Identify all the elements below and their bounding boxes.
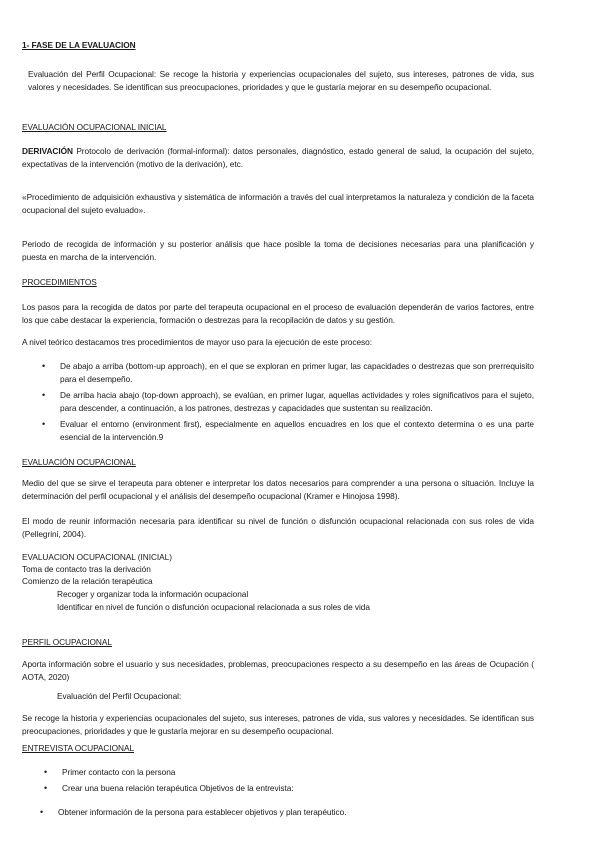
- list-item-text: De arriba hacia abajo (top-down approach), se evalúan, en primer lugar, aquellas actividades y roles significativos para el sujeto, para descender, a continuación, a los patrones, destrezas y capacidades que sustentan su realización.: [60, 390, 534, 414]
- list-item-text: Crear una buena relación terapéutica Objetivos de la entrevista:: [62, 783, 294, 793]
- bullet-icon: •: [42, 419, 46, 429]
- bullet-icon: •: [42, 361, 46, 371]
- pasos-paragraph: Los pasos para la recogida de datos por parte del terapeuta ocupacional en el proceso de evaluación dependerán de varios factores, entre los que cabe destacar la experiencia, formación o destrezas para la recopilación de datos y su gestión.: [22, 302, 534, 326]
- list-item-text: De abajo a arriba (bottom-up approach), en el que se exploran en primer lugar, las capacidades o destrezas que son prerrequisito para el desempeño.: [60, 361, 534, 385]
- periodo-paragraph: Periodo de recogida de información y su posterior análisis que hace posible la toma de decisiones necesarias para una planificación y puesta en marcha de la intervención.: [22, 239, 534, 263]
- section-title: 1- FASE DE LA EVALUACION: [22, 40, 136, 50]
- bullet-icon: •: [42, 390, 46, 400]
- derivacion-paragraph: [22, 145, 534, 172]
- intro-paragraph: Evaluación del Perfil Ocupacional: Se recoge la historia y experiencias ocupacionales del sujeto, sus intereses, patrones de vida, sus valores y necesidades. Se identifican sus preocupaciones, prioridades y que le gustaría mejorar en su desempeño ocupacional.: [28, 69, 534, 93]
- aporta-paragraph: Aporta información sobre el usuario y sus necesidades, problemas, preocupaciones respecto a su desempeño en las áreas de Ocupación ( AOTA, 2020): [22, 659, 534, 683]
- list-item-text: Obtener información de la persona para establecer objetivos y plan terapéutico.: [58, 807, 347, 817]
- bullet-icon: •: [44, 783, 48, 793]
- modo-paragraph: El modo de reunir información necesaria para identificar su nivel de función o disfunción ocupacional relacionada con sus roles de vida (Pellegrini, 2004).: [22, 516, 534, 540]
- list-item-text: Evaluar el entorno (environment first), especialmente en aquellos encuadres en los que el contexto determina o es una parte esencial de la intervención.9: [60, 419, 534, 443]
- inicial-title: EVALUACION OCUPACIONAL (INICIAL): [22, 552, 172, 562]
- list-item-text: Primer contacto con la persona: [62, 767, 176, 777]
- list-item: [40, 806, 534, 819]
- list-item: [42, 360, 534, 387]
- list-item: [42, 389, 534, 416]
- heading-entrevista-ocupacional: ENTREVISTA OCUPACIONAL: [22, 743, 135, 753]
- inicial-line: Recoger y organizar toda la información ocupacional: [57, 589, 249, 599]
- list-item: [42, 418, 534, 445]
- list-item: [44, 766, 534, 779]
- heading-procedimientos: PROCEDIMIENTOS: [22, 277, 97, 287]
- inicial-line: Identificar en nivel de función o disfunción ocupacional relacionada a sus roles de vida: [57, 602, 370, 612]
- medio-paragraph: Medio del que se sirve el terapeuta para obtener e interpretar los datos necesarios para comprender a una persona o situación. Incluye la determinación del perfil ocupacional y el análisis del desempeño ocupacional (Kramer e Hinojosa 1998).: [22, 478, 534, 502]
- perfil-paragraph: Se recoge la historia y experiencias ocupacionales del sujeto, sus intereses, patrones de vida, sus valores y necesidades. Se identifican sus preocupaciones, prioridades y que le gustaría mejorar en su desempeño ocupacional.: [22, 713, 534, 737]
- list-item: [44, 782, 534, 795]
- inicial-line: Comienzo de la relación terapéutica: [22, 576, 153, 586]
- inicial-line: Toma de contacto tras la derivación: [22, 564, 151, 574]
- heading-perfil-ocupacional: PERFIL OCUPACIONAL: [22, 637, 112, 647]
- derivacion-label: DERIVACIÓN: [22, 146, 73, 156]
- heading-evaluacion-ocupacional: EVALUACIÓN OCUPACIONAL: [22, 457, 136, 467]
- heading-evaluacion-inicial: EVALUACIÓN OCUPACIONAL INICIAL: [22, 122, 167, 132]
- nivel-teorico-paragraph: A nivel teórico destacamos tres procedimientos de mayor uso para la ejecución de este proceso:: [22, 337, 372, 347]
- derivacion-text: Protocolo de derivación (formal-informal): datos personales, diagnóstico, estado general de salud, la ocupación del sujeto, expectativas de la intervención (motivo de la derivación), etc.: [22, 146, 534, 170]
- bullet-icon: •: [44, 767, 48, 777]
- bullet-icon: •: [40, 807, 44, 817]
- perfil-subtitle: Evaluación del Perfil Ocupacional:: [57, 691, 182, 701]
- definition-quote: «Procedimiento de adquisición exhaustiva y sistemática de información a través del cual interpretamos la naturaleza y condición de la faceta ocupacional del sujeto evaluado».: [22, 192, 534, 216]
